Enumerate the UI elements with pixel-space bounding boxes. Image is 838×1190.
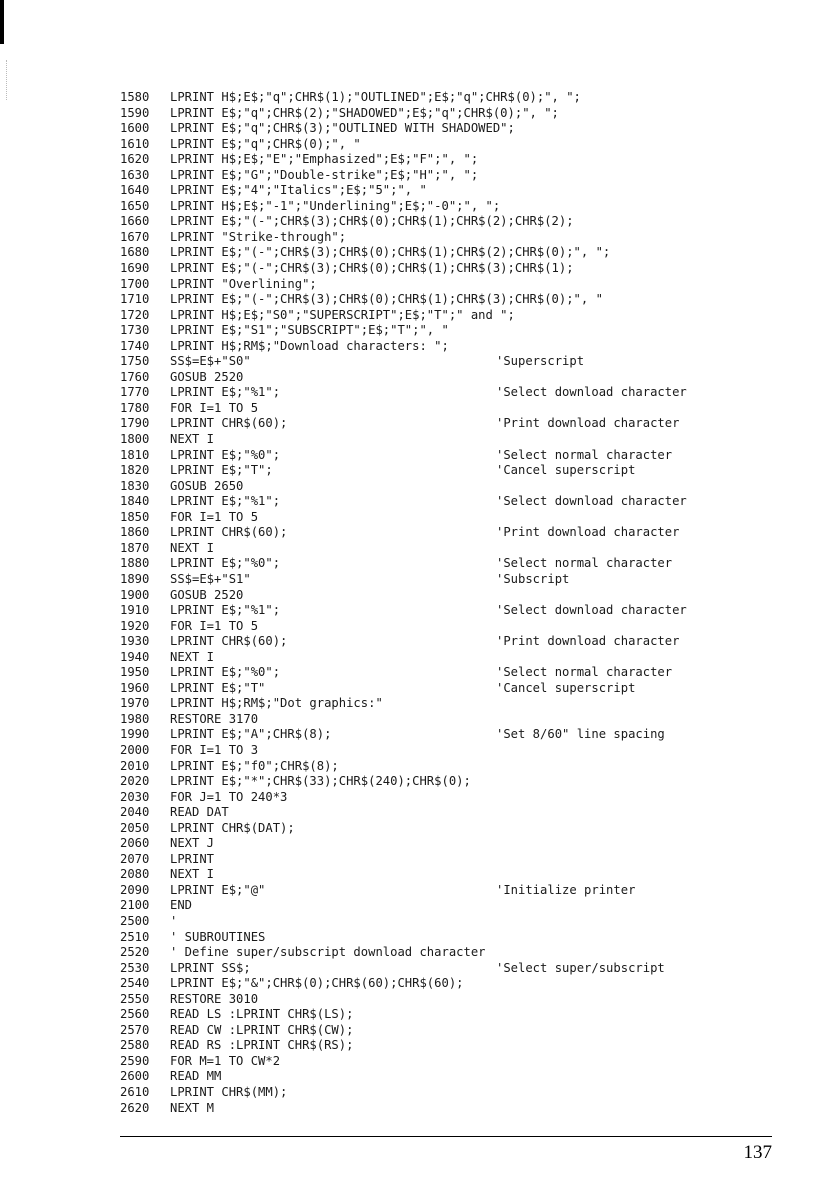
code-comment: 'Print download character	[496, 416, 680, 431]
code-line	[120, 292, 820, 308]
code-statement: READ RS :LPRINT CHR$(RS);	[170, 1038, 354, 1053]
code-statement: LPRINT H$;RM$;"Download characters: ";	[170, 338, 449, 353]
code-line	[120, 572, 820, 588]
line-number: 1770	[120, 385, 150, 400]
code-line	[120, 152, 820, 168]
line-number: 2070	[120, 851, 150, 866]
code-line	[120, 245, 820, 261]
code-statement: LPRINT E$;"*";CHR$(33);CHR$(240);CHR$(0);	[170, 774, 471, 789]
line-number: 2610	[120, 1085, 150, 1099]
code-statement: LPRINT E$;"(-";CHR$(3);CHR$(0);CHR$(1);CHR$(3);CHR$(1);	[170, 261, 574, 276]
line-number: 1740	[120, 338, 150, 353]
code-statement: LPRINT SS$;	[170, 960, 251, 975]
line-number: 2600	[120, 1069, 150, 1084]
code-line	[120, 727, 820, 743]
code-line	[120, 339, 820, 355]
line-number: 2090	[120, 882, 150, 897]
code-statement: LPRINT E$;"A";CHR$(8);	[170, 727, 332, 742]
code-statement: LPRINT CHR$(60);	[170, 525, 288, 540]
line-number: 1610	[120, 136, 150, 151]
page-number: 137	[743, 1142, 772, 1163]
code-statement: FOR M=1 TO CW*2	[170, 1053, 281, 1068]
code-statement: '	[170, 913, 178, 928]
line-number: 1790	[120, 416, 150, 431]
line-number: 2520	[120, 945, 150, 960]
line-number: 1860	[120, 525, 150, 540]
line-number: 1960	[120, 680, 150, 695]
code-comment: 'Initialize printer	[496, 882, 636, 897]
code-statement: LPRINT E$;"G";"Double-strike";E$;"H";", ";	[170, 167, 479, 182]
code-line	[120, 463, 820, 479]
code-statement: LPRINT E$;"%1";	[170, 385, 281, 400]
code-line	[120, 759, 820, 775]
code-line	[120, 1054, 820, 1070]
page-edge-mark	[0, 0, 4, 44]
code-comment: 'Set 8/60" line spacing	[496, 727, 665, 742]
code-line	[120, 650, 820, 666]
line-number: 1920	[120, 618, 150, 633]
line-number: 2550	[120, 991, 150, 1006]
code-line	[120, 588, 820, 604]
line-number: 1650	[120, 198, 150, 213]
code-line	[120, 634, 820, 650]
code-statement: RESTORE 3010	[170, 991, 259, 1006]
line-number: 2620	[120, 1100, 150, 1115]
code-statement: LPRINT E$;"&";CHR$(0);CHR$(60);CHR$(60);	[170, 976, 464, 991]
line-number: 2000	[120, 742, 150, 757]
code-statement: FOR J=1 TO 240*3	[170, 789, 288, 804]
line-number: 1700	[120, 276, 150, 291]
code-line	[120, 323, 820, 339]
code-statement: GOSUB 2520	[170, 587, 244, 602]
code-comment: 'Print download character	[496, 634, 680, 649]
code-line	[120, 914, 820, 930]
code-line	[120, 930, 820, 946]
code-line	[120, 416, 820, 432]
line-number: 1950	[120, 665, 150, 680]
line-number: 1580	[120, 90, 150, 104]
line-number: 1780	[120, 400, 150, 415]
line-number: 1890	[120, 571, 150, 586]
code-statement: READ MM	[170, 1069, 222, 1084]
code-line	[120, 90, 820, 106]
code-statement: LPRINT H$;E$;"-1";"Underlining";E$;"-0";", ";	[170, 198, 501, 213]
code-line	[120, 277, 820, 293]
code-statement: LPRINT E$;"@"	[170, 882, 266, 897]
code-line	[120, 214, 820, 230]
code-statement: LPRINT E$;"4";"Italics";E$;"5";", "	[170, 183, 427, 198]
code-line	[120, 1023, 820, 1039]
line-number: 2010	[120, 758, 150, 773]
code-line	[120, 137, 820, 153]
code-line	[120, 821, 820, 837]
line-number: 2030	[120, 789, 150, 804]
code-line	[120, 774, 820, 790]
code-line	[120, 199, 820, 215]
code-statement: GOSUB 2520	[170, 369, 244, 384]
line-number: 1850	[120, 509, 150, 524]
code-statement: SS$=E$+"S1"	[170, 571, 251, 586]
code-statement: LPRINT E$;"%1";	[170, 603, 281, 618]
code-statement: LPRINT E$;"q";CHR$(3);"OUTLINED WITH SHADOWED";	[170, 121, 515, 136]
line-number: 1710	[120, 292, 150, 307]
line-number: 1590	[120, 105, 150, 120]
line-number: 2050	[120, 820, 150, 835]
line-number: 1840	[120, 494, 150, 509]
code-line	[120, 308, 820, 324]
code-line	[120, 867, 820, 883]
code-statement: FOR I=1 TO 5	[170, 618, 259, 633]
code-statement: ' SUBROUTINES	[170, 929, 266, 944]
code-statement: NEXT I	[170, 540, 215, 555]
code-comment: 'Select normal character	[496, 665, 673, 680]
line-number: 2530	[120, 960, 150, 975]
line-number: 1720	[120, 307, 150, 322]
code-line	[120, 525, 820, 541]
code-statement: ' Define super/subscript download character	[170, 945, 486, 960]
code-line	[120, 401, 820, 417]
code-comment: 'Select super/subscript	[496, 960, 665, 975]
code-statement: LPRINT E$;"%1";	[170, 494, 281, 509]
code-comment: 'Select download character	[496, 385, 687, 400]
line-number: 1760	[120, 369, 150, 384]
code-line	[120, 619, 820, 635]
line-number: 1660	[120, 214, 150, 229]
code-statement: RESTORE 3170	[170, 711, 259, 726]
code-statement: LPRINT E$;"T";	[170, 463, 273, 478]
code-line	[120, 790, 820, 806]
code-line	[120, 370, 820, 386]
code-line	[120, 836, 820, 852]
code-statement: LPRINT H$;E$;"S0";"SUPERSCRIPT";E$;"T";" and ";	[170, 307, 515, 322]
code-statement: LPRINT H$;E$;"q";CHR$(1);"OUTLINED";E$;"q";CHR$(0);", ";	[170, 90, 581, 104]
line-number: 2060	[120, 836, 150, 851]
code-statement: LPRINT "Overlining";	[170, 276, 317, 291]
code-line	[120, 1007, 820, 1023]
line-number: 1970	[120, 696, 150, 711]
line-number: 1750	[120, 354, 150, 369]
code-line	[120, 261, 820, 277]
code-line	[120, 976, 820, 992]
code-line	[120, 805, 820, 821]
code-line	[120, 230, 820, 246]
code-statement: LPRINT E$;"%0";	[170, 447, 281, 462]
line-number: 1600	[120, 121, 150, 136]
footer-rule	[120, 1136, 772, 1137]
code-statement: LPRINT H$;RM$;"Dot graphics:"	[170, 696, 383, 711]
page-edge-dots	[6, 60, 9, 100]
code-statement: NEXT I	[170, 867, 215, 882]
line-number: 1640	[120, 183, 150, 198]
code-statement: NEXT I	[170, 649, 215, 664]
code-line	[120, 168, 820, 184]
code-statement: LPRINT CHR$(MM);	[170, 1085, 288, 1099]
code-line	[120, 603, 820, 619]
code-statement: READ CW :LPRINT CHR$(CW);	[170, 1022, 354, 1037]
line-number: 2580	[120, 1038, 150, 1053]
code-statement: END	[170, 898, 193, 913]
code-comment: 'Print download character	[496, 525, 680, 540]
line-number: 1880	[120, 556, 150, 571]
line-number: 1670	[120, 229, 150, 244]
code-statement: GOSUB 2650	[170, 478, 244, 493]
code-statement: LPRINT H$;E$;"E";"Emphasized";E$;"F";", ";	[170, 152, 479, 167]
code-statement: SS$=E$+"S0"	[170, 354, 251, 369]
code-statement: LPRINT	[170, 851, 215, 866]
code-comment: 'Select download character	[496, 603, 687, 618]
code-statement: LPRINT CHR$(DAT);	[170, 820, 295, 835]
code-line	[120, 712, 820, 728]
code-line	[120, 354, 820, 370]
line-number: 2560	[120, 1007, 150, 1022]
code-line	[120, 883, 820, 899]
code-statement: LPRINT E$;"%0";	[170, 556, 281, 571]
line-number: 2500	[120, 913, 150, 928]
code-line	[120, 432, 820, 448]
code-statement: NEXT J	[170, 836, 215, 851]
line-number: 1990	[120, 727, 150, 742]
line-number: 1620	[120, 152, 150, 167]
line-number: 1830	[120, 478, 150, 493]
code-statement: READ LS :LPRINT CHR$(LS);	[170, 1007, 354, 1022]
code-statement: LPRINT E$;"f0";CHR$(8);	[170, 758, 339, 773]
code-statement: FOR I=1 TO 5	[170, 509, 259, 524]
code-statement: NEXT M	[170, 1100, 215, 1115]
code-statement: LPRINT E$;"q";CHR$(0);", "	[170, 136, 361, 151]
code-comment: 'Cancel superscript	[496, 680, 636, 695]
code-line	[120, 681, 820, 697]
code-line	[120, 898, 820, 914]
code-line	[120, 992, 820, 1008]
code-line	[120, 183, 820, 199]
code-statement: LPRINT CHR$(60);	[170, 416, 288, 431]
code-comment: 'Select download character	[496, 494, 687, 509]
line-number: 2570	[120, 1022, 150, 1037]
code-line	[120, 556, 820, 572]
code-statement: LPRINT E$;"q";CHR$(2);"SHADOWED";E$;"q";CHR$(0);", ";	[170, 105, 559, 120]
code-line	[120, 106, 820, 122]
code-listing	[120, 90, 820, 1116]
code-statement: LPRINT E$;"(-";CHR$(3);CHR$(0);CHR$(1);CHR$(2);CHR$(2);	[170, 214, 574, 229]
code-comment: 'Subscript	[496, 571, 570, 586]
code-line	[120, 121, 820, 137]
code-line	[120, 541, 820, 557]
line-number: 1690	[120, 261, 150, 276]
code-line	[120, 665, 820, 681]
code-statement: LPRINT CHR$(60);	[170, 634, 288, 649]
code-comment: 'Cancel superscript	[496, 463, 636, 478]
code-statement: READ DAT	[170, 805, 229, 820]
line-number: 2020	[120, 774, 150, 789]
code-statement: LPRINT E$;"(-";CHR$(3);CHR$(0);CHR$(1);CHR$(3);CHR$(0);", "	[170, 292, 603, 307]
code-line	[120, 385, 820, 401]
code-line	[120, 696, 820, 712]
code-line	[120, 852, 820, 868]
code-statement: LPRINT E$;"%0";	[170, 665, 281, 680]
line-number: 1630	[120, 167, 150, 182]
line-number: 1940	[120, 649, 150, 664]
line-number: 2540	[120, 976, 150, 991]
code-statement: NEXT I	[170, 432, 215, 447]
code-statement: LPRINT E$;"T"	[170, 680, 266, 695]
code-comment: 'Superscript	[496, 354, 585, 369]
code-statement: FOR I=1 TO 5	[170, 400, 259, 415]
line-number: 1910	[120, 603, 150, 618]
code-statement: LPRINT E$;"(-";CHR$(3);CHR$(0);CHR$(1);CHR$(2);CHR$(0);", ";	[170, 245, 611, 260]
code-line	[120, 1101, 820, 1117]
code-line	[120, 1038, 820, 1054]
line-number: 1870	[120, 540, 150, 555]
line-number: 1810	[120, 447, 150, 462]
line-number: 1930	[120, 634, 150, 649]
line-number: 2510	[120, 929, 150, 944]
code-statement: FOR I=1 TO 3	[170, 742, 259, 757]
code-line	[120, 743, 820, 759]
line-number: 2100	[120, 898, 150, 913]
code-statement: LPRINT E$;"S1";"SUBSCRIPT";E$;"T";", "	[170, 323, 449, 338]
code-line	[120, 494, 820, 510]
line-number: 1730	[120, 323, 150, 338]
code-line	[120, 448, 820, 464]
line-number: 1900	[120, 587, 150, 602]
code-line	[120, 510, 820, 526]
line-number: 1800	[120, 432, 150, 447]
line-number: 2040	[120, 805, 150, 820]
code-line	[120, 479, 820, 495]
line-number: 1820	[120, 463, 150, 478]
code-comment: 'Select normal character	[496, 447, 673, 462]
line-number: 2080	[120, 867, 150, 882]
line-number: 1680	[120, 245, 150, 260]
code-line	[120, 945, 820, 961]
code-line	[120, 961, 820, 977]
code-comment: 'Select normal character	[496, 556, 673, 571]
line-number: 2590	[120, 1053, 150, 1068]
line-number: 1980	[120, 711, 150, 726]
code-statement: LPRINT "Strike-through";	[170, 229, 347, 244]
code-line	[120, 1069, 820, 1085]
code-line	[120, 1085, 820, 1101]
